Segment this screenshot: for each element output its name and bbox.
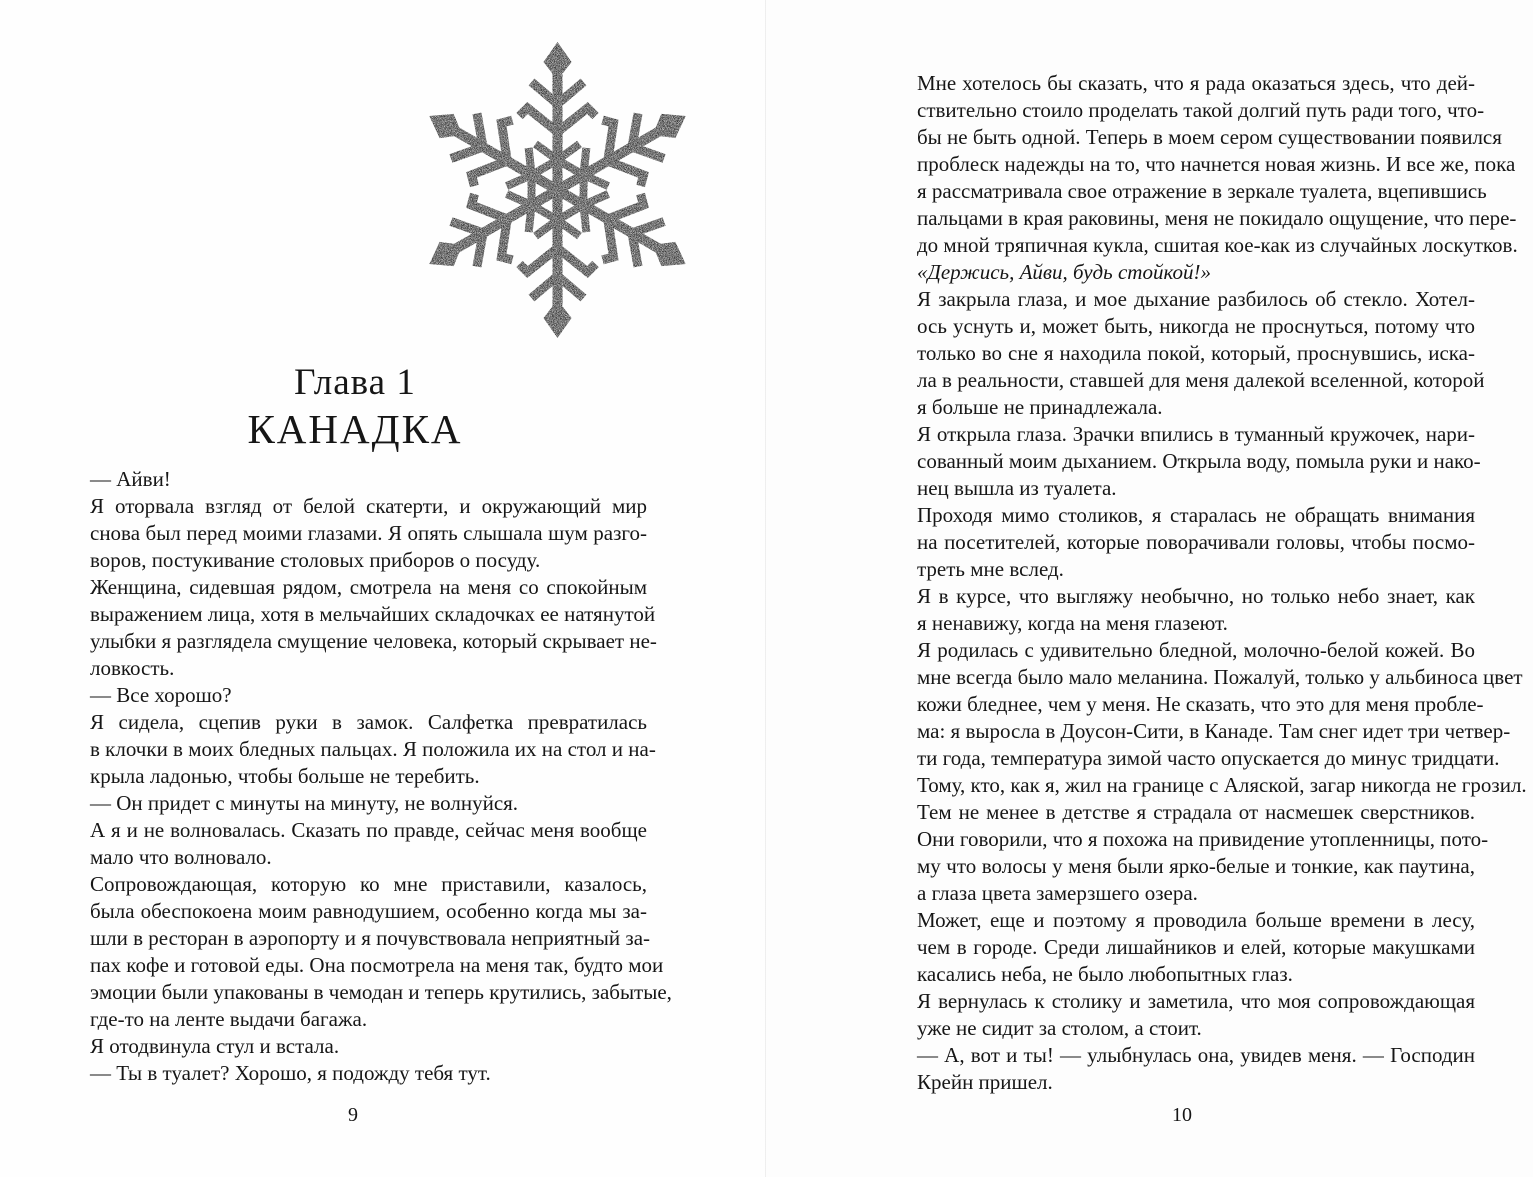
text-line: Я отодвинула стул и встала. xyxy=(90,1034,340,1058)
text-line: ствительно стоило проделать такой долгий путь ради того, что- xyxy=(917,98,1485,122)
paragraph xyxy=(62,790,647,817)
chapter-label: Глава 1 xyxy=(294,362,416,403)
paragraph xyxy=(62,817,647,871)
chapter-title: КАНАДКА xyxy=(247,406,463,452)
text-line: му что волосы у меня были ярко-белые и тонкие, как паутина, xyxy=(917,854,1475,878)
page-number-left: 9 xyxy=(348,1104,358,1126)
text-line: — Ты в туалет? Хорошо, я подожду тебя тут. xyxy=(90,1061,491,1085)
paragraph xyxy=(889,907,1475,988)
text-line: в клочки в моих бледных пальцах. Я положила их на стол и на- xyxy=(90,737,656,761)
text-line: Я оторвала взгляд от белой скатерти, и окружающий мир xyxy=(90,494,647,518)
text-line: я ненавижу, когда на меня глазеют. xyxy=(917,611,1228,635)
paragraph xyxy=(889,583,1475,637)
text-line: — Он придет с минуты на минуту, не волнуйся. xyxy=(90,791,519,815)
paragraph xyxy=(62,493,647,574)
text-line: ти года, температура зимой часто опускается до минус тридцати. xyxy=(917,746,1500,770)
text-line: Я открыла глаза. Зрачки впились в туманный кружочек, нари- xyxy=(917,422,1475,446)
page-number-right: 10 xyxy=(1172,1104,1192,1126)
text-line: Я в курсе, что выгляжу необычно, но только небо знает, как xyxy=(917,584,1475,608)
body-text-left xyxy=(62,466,672,1087)
paragraph xyxy=(62,1060,647,1087)
paragraph xyxy=(889,799,1489,907)
paragraph xyxy=(62,709,656,790)
text-line: только во сне я находила покой, который, проснувшись, иска- xyxy=(917,341,1475,365)
text-line: я больше не принадлежала. xyxy=(917,395,1163,419)
paragraph xyxy=(889,421,1481,502)
text-line: Мне хотелось бы сказать, что я рада оказаться здесь, что дей- xyxy=(917,71,1475,95)
text-line: ловкость. xyxy=(90,656,175,680)
text-line: проблеск надежды на то, что начнется новая жизнь. И все же, пока xyxy=(917,152,1516,176)
text-line: выражением лица, хотя в мельчайших складочках ее натянутой xyxy=(90,602,656,626)
paragraph xyxy=(62,1033,647,1060)
text-line: сованный моим дыханием. Открыла воду, помыла руки и нако- xyxy=(917,449,1481,473)
text-line: до мной тряпичная кукла, сшитая кое-как из случайных лоскутков. xyxy=(917,233,1518,257)
text-line: треть мне вслед. xyxy=(917,557,1064,581)
text-line: Я родилась с удивительно бледной, молочно-белой кожей. Во xyxy=(917,638,1475,662)
text-line: уже не сидит за столом, а стоит. xyxy=(917,1016,1202,1040)
snowflake-icon xyxy=(405,40,710,340)
text-line: ма: я выросла в Доусон-Сити, в Канаде. Там снег идет три четвер- xyxy=(917,719,1511,743)
text-line: нец вышла из туалета. xyxy=(917,476,1117,500)
text-line: — А, вот и ты! — улыбнулась она, увидев меня. — Господин xyxy=(917,1043,1475,1067)
text-line: А я и не волновалась. Сказать по правде, сейчас меня вообще xyxy=(90,818,647,842)
text-line: Я вернулась к столику и заметила, что моя сопровождающая xyxy=(917,989,1475,1013)
text-line: Я сидела, сцепив руки в замок. Салфетка превратилась xyxy=(90,710,647,734)
text-line: я рассматривала свое отражение в зеркале туалета, вцепившись xyxy=(917,179,1487,203)
text-line: эмоции были упакованы в чемодан и теперь крутились, забытые, xyxy=(90,980,672,1004)
text-line: мне всегда было мало меланина. Пожалуй, только у альбиноса цвет xyxy=(917,665,1523,689)
text-line: Крейн пришел. xyxy=(917,1070,1053,1094)
text-line: воров, постукивание столовых приборов о посуду. xyxy=(90,548,541,572)
text-line: касались неба, не было любопытных глаз. xyxy=(917,962,1293,986)
text-line: Проходя мимо столиков, я старалась не обращать внимания xyxy=(917,503,1475,527)
paragraph xyxy=(62,466,647,493)
paragraph xyxy=(889,637,1527,799)
paragraph xyxy=(889,286,1485,421)
text-line: Женщина, сидевшая рядом, смотрела на меня со спокойным xyxy=(90,575,647,599)
text-line: ось уснуть и, может быть, никогда не проснуться, потому что xyxy=(917,314,1475,338)
body-text-right xyxy=(889,70,1527,1096)
text-line: Сопровождающая, которую ко мне приставили, казалось, xyxy=(90,872,647,896)
text-line: улыбки я разглядела смущение человека, который скрывает не- xyxy=(90,629,657,653)
text-line: — Айви! xyxy=(90,467,171,491)
paragraph xyxy=(62,574,657,682)
text-line: мало что волновало. xyxy=(90,845,272,869)
text-line: Может, еще и поэтому я проводила больше времени в лесу, xyxy=(917,908,1475,932)
text-line: чем в городе. Среди лишайников и елей, которые макушками xyxy=(917,935,1475,959)
paragraph xyxy=(889,70,1518,259)
paragraph xyxy=(62,682,647,709)
text-line: «Держись, Айви, будь стойкой!» xyxy=(917,260,1211,284)
text-line: пах кофе и готовой еды. Она посмотрела на меня так, будто мои xyxy=(90,953,664,977)
text-line: ла в реальности, ставшей для меня далекой вселенной, которой xyxy=(917,368,1485,392)
text-line: а глаза цвета замерзшего озера. xyxy=(917,881,1198,905)
text-line: кожи бледнее, чем у меня. Не сказать, что это для меня пробле- xyxy=(917,692,1484,716)
text-line: снова был перед моими глазами. Я опять слышала шум разго- xyxy=(90,521,647,545)
text-line: Тому, кто, как я, жил на границе с Аляской, загар никогда не грозил. xyxy=(917,773,1527,797)
text-line: на посетителей, которые поворачивали головы, чтобы посмо- xyxy=(917,530,1475,554)
text-line: Они говорили, что я похожа на привидение утопленницы, пото- xyxy=(917,827,1489,851)
text-line: крыла ладонью, чтобы больше не теребить. xyxy=(90,764,480,788)
text-line: шли в ресторан в аэропорту и я почувствовала неприятный за- xyxy=(90,926,651,950)
left-page xyxy=(0,0,766,1177)
paragraph xyxy=(889,259,1475,286)
text-line: Тем не менее в детстве я страдала от насмешек сверстников. xyxy=(917,800,1475,824)
paragraph xyxy=(889,502,1475,583)
text-line: — Все хорошо? xyxy=(90,683,232,707)
text-line: бы не быть одной. Теперь в моем сером существовании появился xyxy=(917,125,1502,149)
text-line: Я закрыла глаза, и мое дыхание разбилось об стекло. Хотел- xyxy=(917,287,1475,311)
right-page xyxy=(766,0,1533,1177)
text-line: была обеспокоена моим равнодушием, особенно когда мы за- xyxy=(90,899,647,923)
paragraph xyxy=(889,988,1475,1042)
paragraph xyxy=(889,1042,1475,1096)
text-line: пальцами в края раковины, меня не покидало ощущение, что пере- xyxy=(917,206,1517,230)
paragraph xyxy=(62,871,672,1033)
text-line: где-то на ленте выдачи багажа. xyxy=(90,1007,368,1031)
